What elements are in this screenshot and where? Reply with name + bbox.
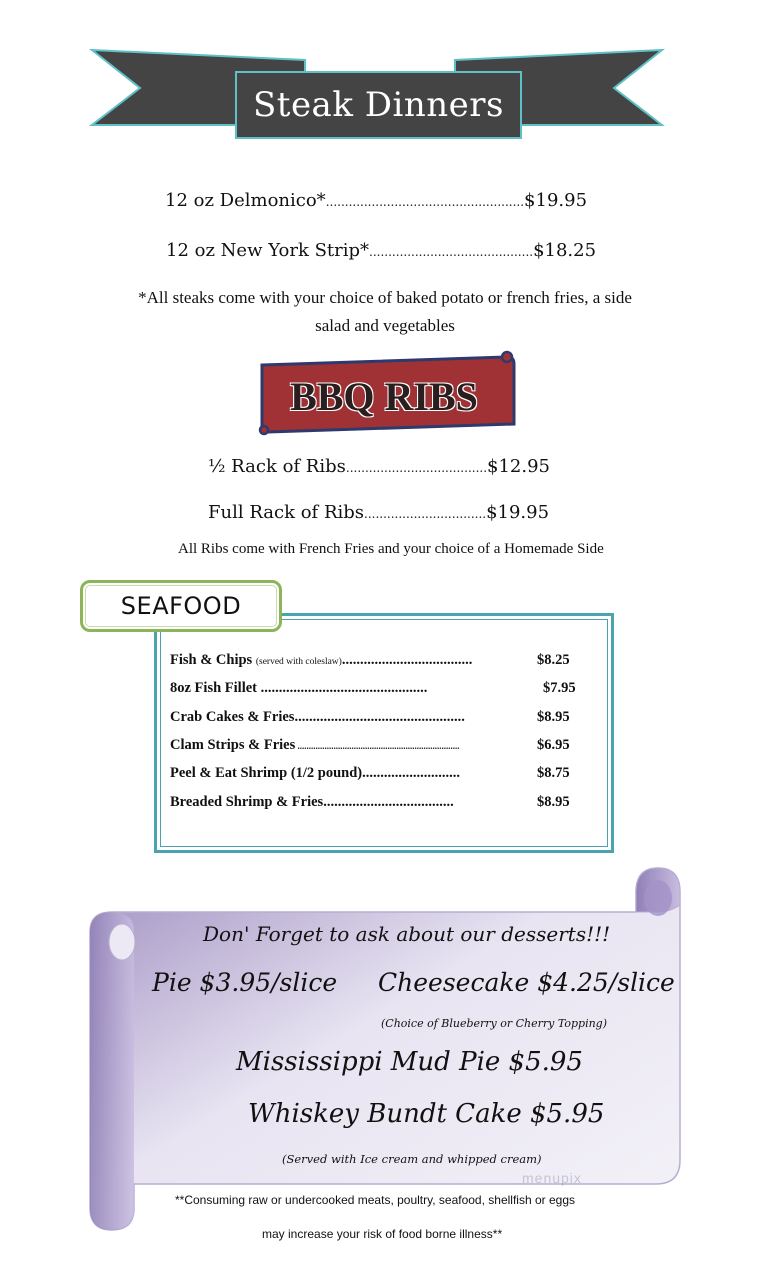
disclaimer-line-2: may increase your risk of food borne illness** [262,1227,503,1241]
dessert-served-note: (Served with Ice cream and whipped cream) [282,1152,542,1166]
item-name: 8oz Fish Fillet [170,680,257,696]
item-dots: ..................................... [345,461,488,475]
seafood-price: $8.95 [537,794,570,810]
item-dots: .................................... [323,794,454,810]
item-name: Full Rack of Ribs [208,502,365,523]
item-name: Crab Cakes & Fries [170,709,295,725]
dessert-bundt-cake: Whiskey Bundt Cake $5.95 [248,1099,605,1129]
item-name: Clam Strips & Fries [170,737,296,753]
dessert-mud-pie: Mississippi Mud Pie $5.95 [236,1047,583,1077]
steak-note-line-1: *All steaks come with your choice of baked potato or french fries, a side [138,288,632,307]
item-name: Breaded Shrimp & Fries [170,794,324,810]
seafood-price: $6.95 [537,737,570,753]
item-name: Peel & Eat Shrimp (1/2 pound) [170,765,363,781]
dessert-cheesecake: Cheesecake $4.25/slice [378,968,675,997]
item-dots: .............................................. [257,680,428,696]
item-dots: .................................... [341,652,473,668]
item-price: $12.95 [487,456,550,477]
item-name: 12 oz New York Strip* [166,240,370,261]
item-dots: ................................ [364,507,487,521]
item-dots: ........................... [362,765,461,781]
watermark: menupix [522,1170,582,1186]
item-detail: (served with coleslaw) [255,657,342,667]
item-price: $19.95 [524,190,588,211]
dessert-heading: Don' Forget to ask about our desserts!!! [203,922,611,946]
item-dots: ........................................................................ [295,741,460,751]
dessert-topping-note: (Choice of Blueberry or Cherry Topping) [381,1017,608,1030]
seafood-price: $8.75 [537,765,570,781]
seafood-price: $7.95 [543,680,576,696]
item-price: $18.25 [533,240,597,261]
item-dots: ............................................... [294,709,465,725]
steak-note-line-2: salad and vegetables [315,316,455,335]
item-name: Fish & Chips [170,652,253,668]
seafood-title: SEAFOOD [80,580,282,632]
ribs-note: All Ribs come with French Fries and your choice of a Homemade Side [178,541,604,557]
item-name: 12 oz Delmonico* [165,190,326,211]
seafood-price: $8.25 [537,652,570,668]
dessert-pie: Pie $3.95/slice [152,968,338,997]
steak-dinners-title: Steak Dinners [252,85,504,125]
seafood-price: $8.95 [537,709,570,725]
item-name: ½ Rack of Ribs [208,456,346,477]
disclaimer-line-1: **Consuming raw or undercooked meats, poultry, seafood, shellfish or eggs [175,1193,575,1207]
item-price: $19.95 [486,502,550,523]
item-dots: ........................................... [369,245,534,259]
item-dots: .................................................... [325,195,525,209]
bbq-ribs-title: BBQ RIBS [290,373,478,419]
